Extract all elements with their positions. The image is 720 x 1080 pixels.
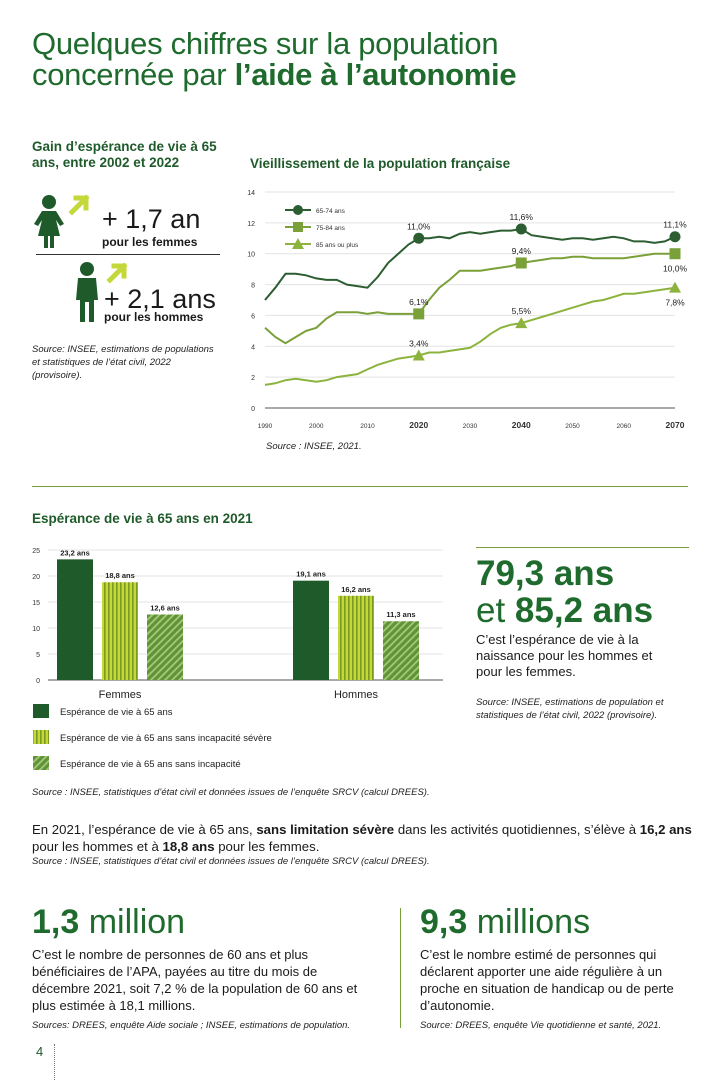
x-tick-label: 2010: [360, 423, 375, 430]
title-line-2: concernée par: [32, 57, 235, 92]
apa-unit: million: [79, 903, 186, 941]
legend-marker: [293, 205, 303, 215]
bar-value-label: 12,6 ans: [150, 603, 180, 613]
legend-label: Espérance de vie à 65 ans sans incapacité: [60, 759, 241, 770]
x-tick-label: 2000: [309, 423, 324, 430]
limitation-paragraph: En 2021, l’espérance de vie à 65 ans, sans limitation sévère dans les activités quotidiennes, s’élève à 16,2 ans pour les hommes et à 18,8 ans pour les femmes.: [32, 822, 692, 854]
bar-value-label: 18,8 ans: [105, 571, 135, 581]
series-line: [265, 229, 675, 300]
page-title: [32, 28, 516, 90]
series-marker: [670, 231, 681, 242]
category-label: Femmes: [98, 689, 142, 701]
gain-source: Source: INSEE, estimations de populations et statistiques de l’état civil, 2022 (provisoire).: [32, 344, 214, 381]
legend-label: 65-74 ans: [316, 208, 345, 215]
gain-heading: Gain d’espérance de vie à 65 ans, entre 2002 et 2022: [32, 139, 217, 170]
x-tick-label: 2020: [409, 420, 429, 430]
y-tick-label: 4: [251, 344, 255, 352]
apa-text: C’est le nombre de personnes de 60 ans et plus bénéficiaires de l’APA, payées au titre du mois de décembre 2021, soit 7,2 % de la population de 60 ans et plus estimée à 18,1 millions.: [32, 947, 358, 1013]
y-tick-label: 5: [36, 652, 40, 659]
aidants-unit: millions: [467, 903, 591, 941]
legend-swatch: [33, 756, 49, 770]
birth-rule: [476, 547, 689, 548]
bar: [383, 621, 419, 680]
legend-label: Espérance de vie à 65 ans sans incapacité sévère: [60, 733, 272, 744]
men-gain-label: pour les hommes: [104, 310, 204, 324]
series-marker: [413, 308, 424, 319]
y-tick-label: 15: [32, 600, 40, 607]
series-marker: [516, 224, 527, 235]
x-tick-label: 2050: [565, 423, 580, 430]
x-tick-label: 2070: [665, 420, 685, 430]
bar-value-label: 16,2 ans: [341, 584, 371, 594]
y-tick-label: 0: [36, 678, 40, 685]
x-tick-label: 2030: [462, 423, 478, 430]
aging-chart: [240, 180, 700, 440]
bar: [57, 559, 93, 680]
y-tick-label: 14: [247, 190, 255, 197]
life65-source: Source : INSEE, statistiques d’état civil et données issues de l’enquête SRCV (calcul DREES).: [32, 787, 430, 798]
y-tick-label: 20: [32, 574, 40, 581]
birth-text: C’est l’espérance de vie à la naissance pour les hommes et pour les femmes.: [476, 632, 653, 679]
woman-icon: [30, 190, 100, 254]
page-number-rule: [54, 1044, 55, 1080]
birth-source: Source: INSEE, estimations de population et statistiques de l’état civil, 2022 (provisoire).: [476, 697, 664, 721]
y-tick-label: 8: [251, 282, 255, 290]
gain-divider: [36, 254, 220, 255]
data-label: 11,1%: [663, 219, 687, 230]
title-line-1: Quelques chiffres sur la population: [32, 26, 499, 61]
legend-label: Espérance de vie à 65 ans: [60, 707, 173, 718]
aidants-source: Source: DREES, enquête Vie quotidienne et santé, 2021.: [420, 1020, 662, 1031]
y-tick-label: 2: [251, 375, 255, 383]
data-label: 7,8%: [665, 297, 685, 308]
bar: [102, 582, 138, 680]
legend-marker: [293, 222, 303, 232]
limitation-source: Source : INSEE, statistiques d’état civil et données issues de l’enquête SRCV (calcul DREES).: [32, 856, 430, 867]
men-gain-value: + 2,1 ans: [104, 284, 216, 314]
apa-number: 1,3: [32, 903, 80, 941]
data-label: 9,4%: [511, 245, 531, 256]
women-gain-value: + 1,7 an: [102, 204, 201, 234]
title-highlight: l’aide à l’autonomie: [234, 57, 517, 92]
x-tick-label: 1990: [257, 423, 273, 430]
series-marker: [670, 248, 681, 259]
data-label: 5,5%: [511, 306, 531, 317]
section-divider: [32, 486, 688, 487]
data-label: 11,0%: [407, 221, 431, 232]
y-tick-label: 0: [251, 406, 255, 413]
data-label: 11,6%: [509, 212, 533, 223]
x-tick-label: 2060: [616, 423, 631, 430]
y-tick-label: 6: [251, 313, 255, 321]
apa-figure: [32, 904, 185, 940]
page-number: 4: [36, 1044, 44, 1059]
data-label: 3,4%: [409, 338, 429, 349]
x-tick-label: 2040: [511, 420, 531, 430]
series-marker: [413, 233, 424, 244]
aidants-text: C’est le nombre estimé de personnes qui déclarent apporter une aide régulière à un proche en situation de handicap ou de perte d’autonomie.: [420, 947, 674, 1013]
aidants-number: 9,3: [420, 903, 468, 941]
y-tick-label: 10: [247, 251, 255, 259]
aging-source: Source : INSEE, 2021.: [266, 441, 362, 452]
series-line: [265, 254, 675, 344]
legend-label: 85 ans ou plus: [316, 242, 359, 249]
series-marker: [516, 257, 527, 268]
apa-source: Sources: DREES, enquête Aide sociale ; INSEE, estimations de population.: [32, 1020, 351, 1031]
series-line: [265, 288, 675, 385]
bar-value-label: 19,1 ans: [296, 569, 326, 579]
legend-swatch: [33, 704, 49, 718]
category-label: Hommes: [333, 689, 379, 701]
bar: [147, 614, 183, 680]
birth-connector: et: [476, 591, 515, 630]
birth-men-value: 79,3 ans: [476, 554, 615, 593]
legend-swatch: [33, 730, 49, 744]
y-tick-label: 10: [32, 626, 40, 633]
y-tick-label: 25: [32, 548, 40, 555]
bar-value-label: 23,2 ans: [60, 548, 90, 558]
series-marker: [669, 282, 681, 293]
bar: [293, 581, 329, 680]
bar-value-label: 11,3 ans: [386, 610, 416, 620]
data-label: 10,0%: [662, 263, 688, 274]
y-tick-label: 12: [247, 220, 255, 228]
legend-label: 75-84 ans: [316, 225, 345, 232]
bar: [338, 596, 374, 680]
life65-heading: Espérance de vie à 65 ans en 2021: [32, 511, 253, 526]
aidants-figure: [420, 904, 590, 940]
birth-women-value: 85,2 ans: [514, 591, 654, 630]
aging-heading: Vieillissement de la population française: [250, 156, 511, 171]
data-label: 6,1%: [409, 296, 429, 307]
life65-chart: [28, 540, 458, 785]
block-divider: [400, 908, 401, 1028]
women-gain-label: pour les femmes: [102, 235, 198, 249]
